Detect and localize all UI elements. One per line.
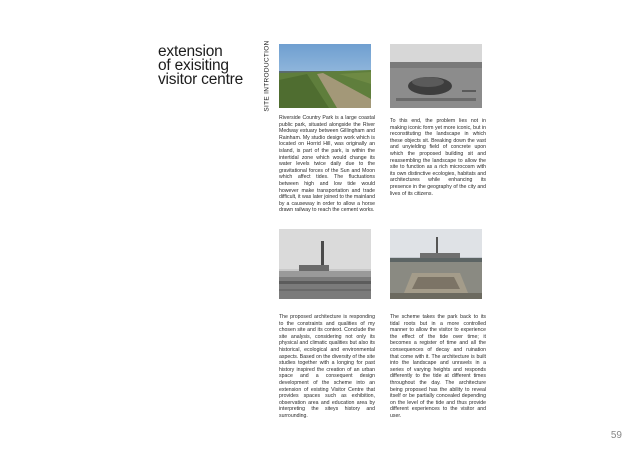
photo-boat-wreck [390,44,482,108]
photo-causeway-path [279,44,371,108]
title-line-3: visitor centre [158,71,244,88]
paragraph-proposed-architecture: The proposed architecture is responding to the constraints and qualities of my chosen site and its context. Conclude the site analysis, considering not only its physical and climatic qualities but also its historical, ecological and environmental aspects. Based on the diversity of the site studies together with a longing for past history inspired the creation of an urban space and a consequent design development of the scheme into an extension of existing Visitor Centre that provides spaces such as exhibition, observation area and education area by interpreting the siteys history and surrounding. [279,314,375,419]
paragraph-scheme-description: The scheme takes the park back to its tidal roots but in a more controlled manner to allow the visitor to experience the effect of the tide over time; it becomes a register of time and all the consequences of decay and ruination that come with it. The architecture is built into the landscape and unravels in a series of varying heights and responds differently to the tide at different times throughout the day. The architecture being proposed has the ability to reveal itself or be partially concealed depending on the level of the tide and thus provide different experiences to the visitor and user. [390,314,486,419]
page-number: 59 [610,430,622,441]
title-line-2: of exisiting [158,57,229,74]
photo-concrete-structure [390,229,482,299]
paragraph-site-description: Riverside Country Park is a large coastal public park, situated alongside the River Medway estuary between Gillingham and Rainham. My studio design work which is located on Horrid Hill, was originally an island, is part of the park, is within the intertidal zone which would change its water levels twice daily due to the gravitational forces of the Sun and Moon which affect tides. The fluctuations between high and low tide would however make transportation and trade difficult, it was later joined to the mainland by a causeway in order to allow a horse drawn railway to reach the cement works. [279,115,375,214]
photo-estuary-chimney [279,229,371,299]
section-label: SITE INTRODUCTION [263,39,271,112]
page-title [158,45,258,87]
paragraph-design-problem: To this end, the problem lies not in making iconic form yet more iconic, but in reconstituting the landscape in which these objects sit. Breaking down the vast and unyielding field of concrete upon which the proposed building sit and reassembling the landscape to allow the site to function as a rich microcosm with its own distinctive ecologies, habitats and architectures while enhancing its presence in the geography of the city and lives of its citizens. [390,118,486,197]
title-line-1: extension [158,43,223,60]
